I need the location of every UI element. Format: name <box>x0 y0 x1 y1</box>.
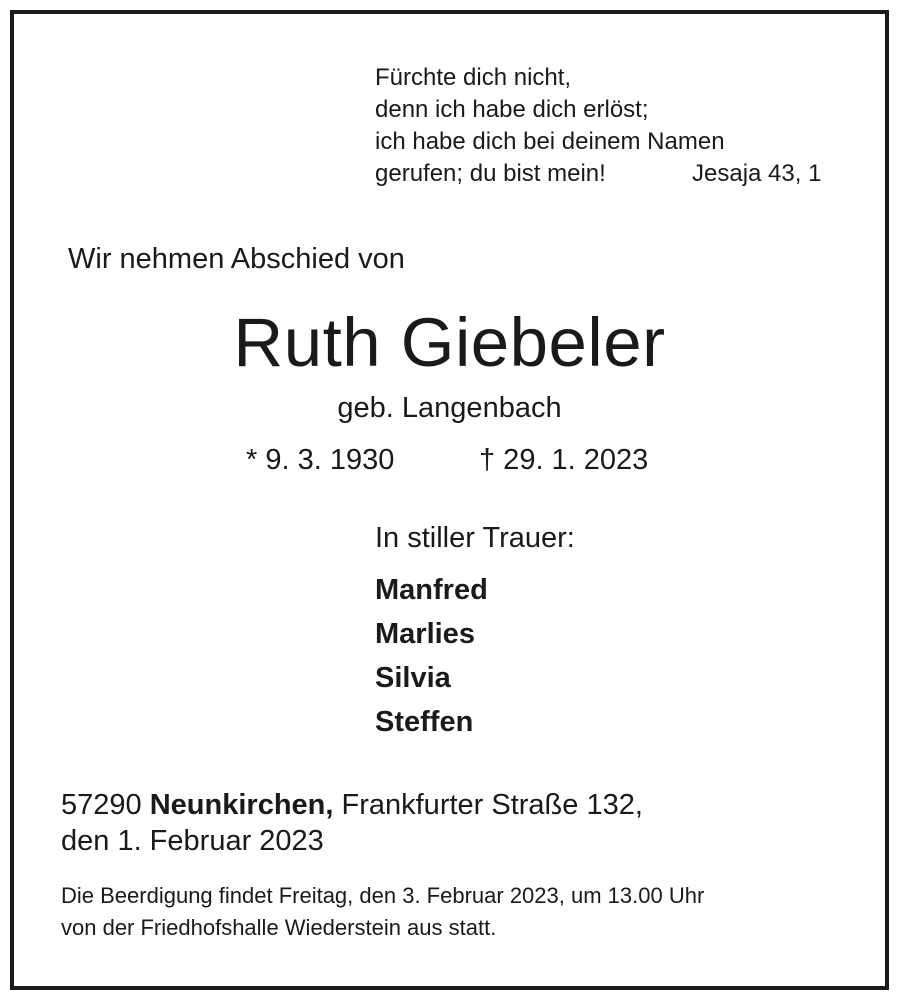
mourner-name: Silvia <box>375 662 451 694</box>
verse-line: denn ich habe dich erlöst; <box>375 96 649 123</box>
mourner-name: Marlies <box>375 618 475 650</box>
address-line <box>61 787 643 823</box>
verse-line-last <box>375 158 822 190</box>
verse-line-text: gerufen; du bist mein! <box>375 160 606 187</box>
deceased-name: Ruth Giebeler <box>233 304 666 381</box>
address-block <box>61 787 643 859</box>
verse-line: ich habe dich bei deinem Namen <box>375 128 725 155</box>
birth-date: * 9. 3. 1930 <box>246 444 395 476</box>
bible-verse <box>375 62 822 190</box>
funeral-line: von der Friedhofshalle Wiederstein aus statt. <box>61 915 497 940</box>
farewell-intro: Wir nehmen Abschied von <box>68 243 405 275</box>
town: Neunkirchen, <box>149 789 334 821</box>
death-date: † 29. 1. 2023 <box>479 444 649 476</box>
funeral-info <box>61 880 704 944</box>
maiden-name: geb. Langenbach <box>337 392 562 424</box>
postcode: 57290 <box>61 789 142 821</box>
date-line: den 1. Februar 2023 <box>61 825 324 857</box>
verse-line: Fürchte dich nicht, <box>375 64 572 91</box>
street: Frankfurter Straße 132, <box>341 789 643 821</box>
mourners-list <box>375 568 488 744</box>
mourner-name: Manfred <box>375 574 488 606</box>
mourner-name: Steffen <box>375 706 474 738</box>
verse-reference: Jesaja 43, 1 <box>692 160 822 187</box>
obituary-notice <box>10 10 889 990</box>
funeral-line: Die Beerdigung findet Freitag, den 3. Februar 2023, um 13.00 Uhr <box>61 883 705 908</box>
mourning-heading: In stiller Trauer: <box>375 522 575 554</box>
